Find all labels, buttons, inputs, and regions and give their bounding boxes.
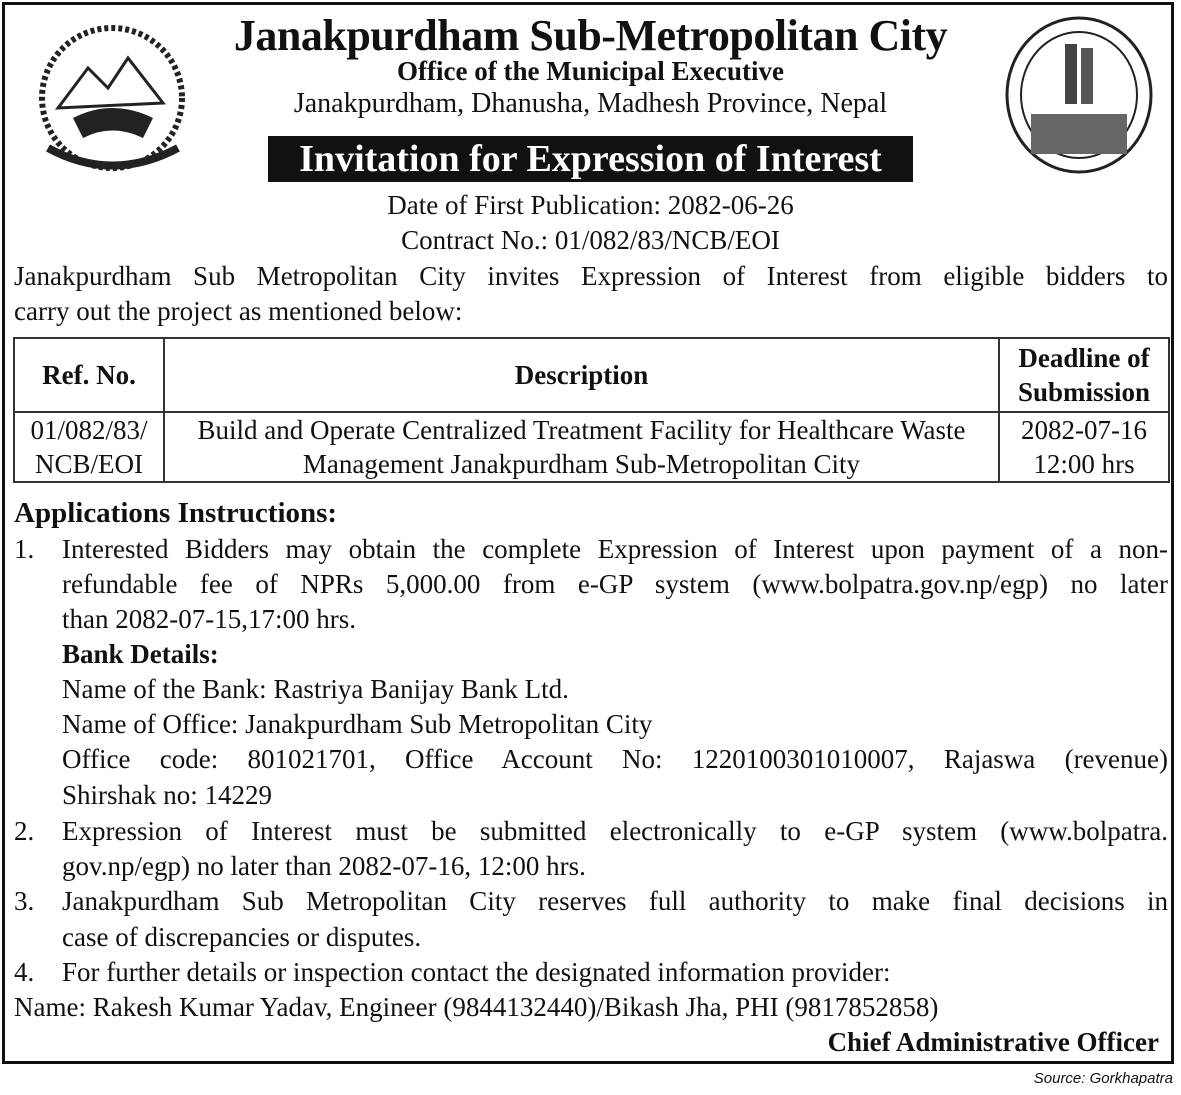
contact-line: Name: Rakesh Kumar Yadav, Engineer (9844132440)/Bikash Jha, PHI (9817852858) xyxy=(14,992,939,1022)
project-table xyxy=(13,337,1170,483)
item2-line: Expression of Interest must be submitted electronically to e-GP system (www.bolpatra. xyxy=(62,816,1168,846)
signature: Chief Administrative Officer xyxy=(827,1027,1159,1057)
office-subtitle: Office of the Municipal Executive xyxy=(397,56,784,86)
item1-line: Interested Bidders may obtain the complete Expression of Interest upon payment of a non- xyxy=(62,534,1168,564)
item-number: 3. xyxy=(14,886,35,916)
bank-line: Name of Office: Janakpurdham Sub Metropolitan City xyxy=(62,709,653,739)
item-number: 2. xyxy=(14,816,35,846)
item1-line: than 2082-07-15,17:00 hrs. xyxy=(62,604,356,634)
notice-banner: Invitation for Expression of Interest xyxy=(268,136,913,182)
item-number: 4. xyxy=(14,957,35,987)
bank-line: Shirshak no: 14229 xyxy=(62,780,273,810)
bank-line: Office code: 801021701, Office Account No: 1220100301010007, Rajaswa (revenue) xyxy=(62,744,1168,774)
table-row xyxy=(14,412,1169,482)
instructions-heading: Applications Instructions: xyxy=(14,497,338,529)
ref-cell: 01/082/83/ NCB/EOI xyxy=(14,412,164,482)
item3-line: Janakpurdham Sub Metropolitan City reserves full authority to make final decisions in xyxy=(62,886,1168,916)
col-ref: Ref. No. xyxy=(14,338,164,412)
page-title: Janakpurdham Sub-Metropolitan City xyxy=(233,11,948,60)
source-credit: Source: Gorkhapatra xyxy=(1033,1070,1173,1087)
item3-line: case of discrepancies or disputes. xyxy=(62,922,422,952)
item-number: 1. xyxy=(14,534,35,564)
table-header-row xyxy=(14,338,1169,412)
item4-line: For further details or inspection contact the designated information provider: xyxy=(62,957,891,987)
item1-line: refundable fee of NPRs 5,000.00 from e-GP system (www.bolpatra.gov.np/egp) no later xyxy=(62,569,1168,599)
col-description: Description xyxy=(164,338,999,412)
publication-date: Date of First Publication: 2082-06-26 xyxy=(387,190,794,220)
address: Janakpurdham, Dhanusha, Madhesh Province, Nepal xyxy=(293,88,888,119)
deadline-cell: 2082-07-16 12:00 hrs xyxy=(999,412,1169,482)
bank-line: Name of the Bank: Rastriya Banijay Bank Ltd. xyxy=(62,674,569,704)
contract-number: Contract No.: 01/082/83/NCB/EOI xyxy=(401,225,780,255)
col-deadline: Deadline of Submission xyxy=(999,338,1169,412)
bank-heading: Bank Details: xyxy=(62,639,219,669)
description-cell: Build and Operate Centralized Treatment Facility for Healthcare Waste Management Janakpurdham Sub-Metropolitan City xyxy=(164,412,999,482)
intro-line: Janakpurdham Sub Metropolitan City invites Expression of Interest from eligible bidders to xyxy=(14,261,1168,291)
item2-line: gov.np/egp) no later than 2082-07-16, 12:00 hrs. xyxy=(62,851,586,881)
intro-line: carry out the project as mentioned below: xyxy=(14,296,463,326)
